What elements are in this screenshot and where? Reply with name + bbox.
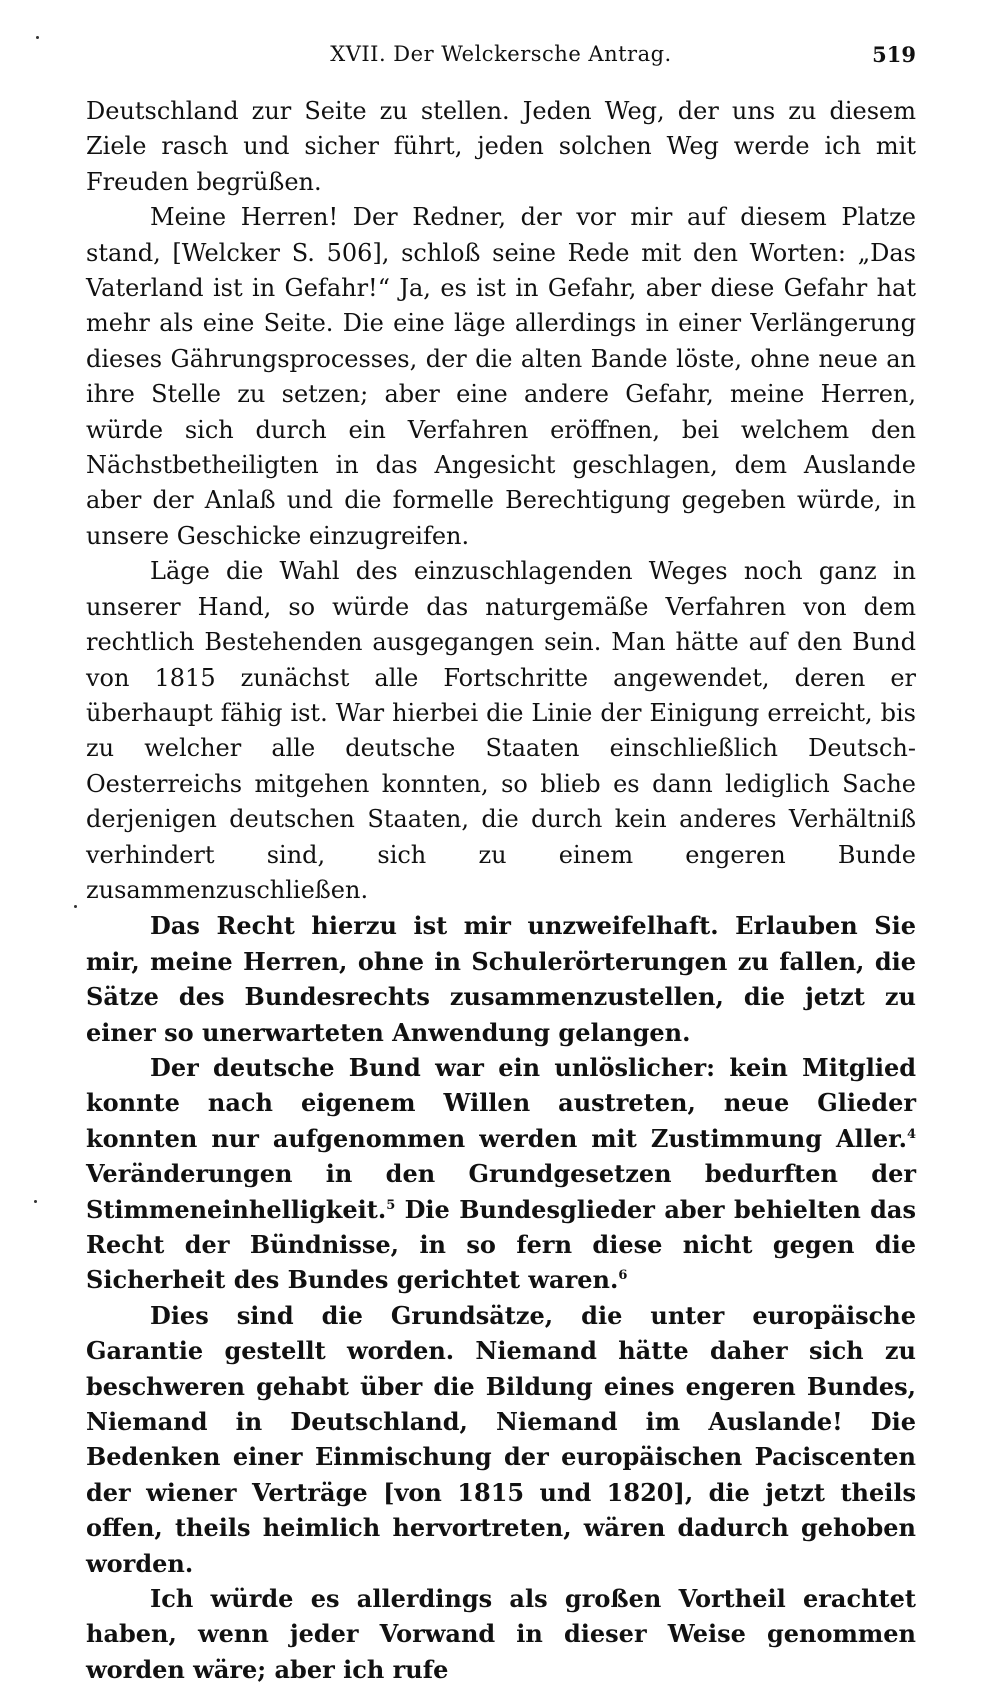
paragraph-2: Meine Herren! Der Redner, der vor mir auf diesem Platze stand, [Welcker S. 506], schloß seine Rede mit den Worten: „Das Vaterland ist in Gefahr!“ Ja, es ist in Gefahr, aber diese Gefahr hat mehr als eine Seite. Die eine läge allerdings in einer Verlängerung dieses Gährungsprocesses, der die alten Bande löste, ohne neue an ihre Stelle zu setzen; aber eine andere Gefahr, meine Herren, würde sich durch ein Verfahren eröffnen, bei welchem den Nächstbetheiligten in das Angesicht geschlagen, dem Auslande aber der Anlaß und die formelle Berechtigung gegeben würde, in unsere Geschicke einzugreifen. (86, 203, 916, 550)
paragraph-5-part-1: Der deutsche Bund war ein unlöslicher: kein Mitglied konnte nach eigenem Willen austreten, neue Glieder konnten nur aufgenommen werden mit Zustimmung Aller. (86, 1052, 916, 1153)
paragraph-3: Läge die Wahl des einzuschlagenden Weges noch ganz in unserer Hand, so würde das naturgemäße Verfahren von dem rechtlich Bestehenden ausgegangen sein. Man hätte auf den Bund von 1815 zunächst alle Fortschritte angewendet, deren er überhaupt fähig ist. War hierbei die Linie der Einigung erreicht, bis zu welcher alle deutsche Staaten einschließlich Deutsch-Oesterreichs mitgehen konnten, so blieb es dann lediglich Sache derjenigen deutschen Staaten, die durch kein anderes Verhältniß verhindert sind, sich zu einem engeren Bunde zusammenzuschließen. (86, 557, 916, 904)
paragraph-5 (86, 1050, 916, 1298)
paragraph-1: Deutschland zur Seite zu stellen. Jeden Weg, der uns zu diesem Ziele rasch und sicher führt, jeden solchen Weg werde ich mit Freuden begrüßen. (86, 97, 916, 196)
footnote-ref-6: 6 (618, 1268, 628, 1284)
paragraph-7: Ich würde es allerdings als großen Vortheil erachtet haben, wenn jeder Vorwand in dieser Weise genommen worden wäre; aber ich rufe (86, 1584, 916, 1684)
book-page (86, 40, 916, 1684)
scan-speck (34, 1200, 37, 1203)
page-number: 519 (872, 42, 916, 67)
paragraph-5-part-3: Die Bundesglieder aber behielten das Recht der Bündnisse, in so fern diese nicht gegen die Sicherheit des Bundes gerichtet waren. (86, 1194, 916, 1295)
chapter-title: XVII. Der Welckersche Antrag. (330, 42, 672, 66)
paragraph-4: Das Recht hierzu ist mir unzweifelhaft. Erlauben Sie mir, meine Herren, ohne in Schulerörterungen zu fallen, die Sätze des Bundesrechts zusammenzustellen, die jetzt zu einer so unerwarteten Anwendung gelangen. (86, 911, 916, 1047)
scan-speck (36, 36, 39, 39)
footnote-ref-4: 4 (906, 1126, 916, 1142)
paragraph-5-part-2: Veränderungen in den Grundgesetzen bedurften der Stimmeneinhelligkeit. (86, 1159, 916, 1224)
scan-speck (74, 905, 77, 908)
running-head (86, 40, 916, 84)
footnote-ref-5: 5 (386, 1197, 396, 1213)
paragraph-6: Dies sind die Grundsätze, die unter europäische Garantie gestellt worden. Niemand hätte daher sich zu beschweren gehabt über die Bildung eines engeren Bundes, Niemand in Deutschland, Niemand im Auslande! Die Bedenken einer Einmischung der europäischen Paciscenten der wiener Verträge [von 1815 und 1820], die jetzt theils offen, theils heimlich hervortreten, wären dadurch gehoben worden. (86, 1300, 916, 1578)
body-text (86, 94, 916, 1687)
